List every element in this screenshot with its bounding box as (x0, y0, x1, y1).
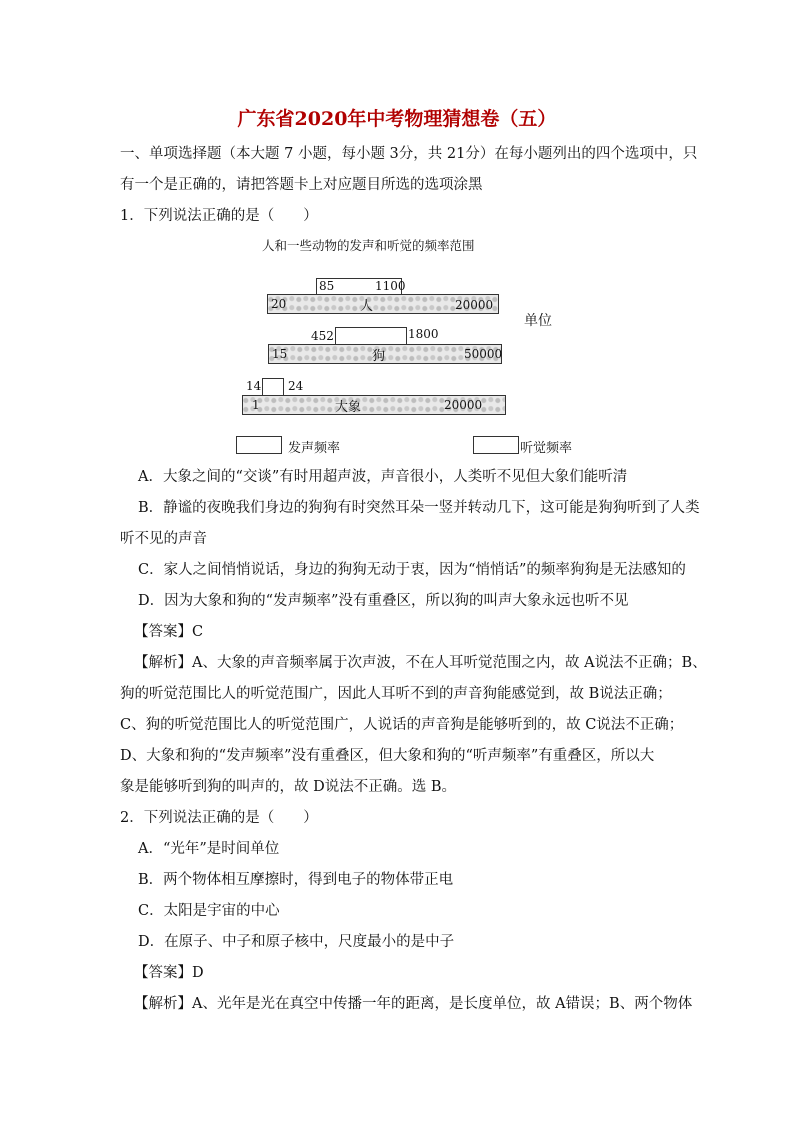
dog-hear-high: 50000 (464, 347, 503, 361)
elephant-label: 大象 (335, 400, 362, 415)
elephant-hear-low: 1 (252, 398, 260, 412)
question-2-option-c: C．太阳是宇宙的中心 (138, 903, 280, 919)
question-1-answer: 【答案】C (134, 624, 204, 640)
elephant-emit-low: 14 (246, 379, 262, 393)
human-emit-low: 85 (319, 279, 335, 293)
question-1-option-a: A．大象之间的“交谈”有时用超声波，声音很小，人类听不见但大象们能听清 (138, 469, 628, 485)
question-1-analysis-line-1: 【解析】A、大象的声音频率属于次声波，不在人耳听觉范围之内，故 A说法不正确；B、 (134, 655, 707, 671)
human-hear-high: 20000 (455, 298, 494, 312)
question-2-stem: 2．下列说法正确的是（ ） (120, 810, 318, 826)
section-heading-line-1: 一、单项选择题（本大题 7 小题，每小题 3分，共 21分）在每小题列出的四个选项中，只 (120, 146, 698, 162)
elephant-emit-high: 24 (288, 379, 304, 393)
legend-hear-label: 听觉频率 (520, 441, 573, 456)
question-2-analysis-line-1: 【解析】A、光年是光在真空中传播一年的距离，是长度单位，故 A错误；B、两个物体 (134, 996, 693, 1012)
elephant-emit-range-box (262, 378, 284, 396)
document-title: 广东省2020年中考物理猜想卷（五） (237, 108, 557, 130)
unit-label: 单位 (524, 313, 552, 329)
question-2-option-b: B．两个物体相互摩擦时，得到电子的物体带正电 (138, 872, 454, 888)
dog-emit-range-box (335, 327, 407, 345)
section-heading-line-2: 有一个是正确的，请把答题卡上对应题目所选的选项涂黑 (120, 177, 483, 193)
elephant-hear-high: 20000 (444, 398, 483, 412)
human-label: 人 (360, 299, 374, 314)
question-1-option-b-line-2: 听不见的声音 (120, 531, 207, 547)
legend-hear-swatch (473, 436, 519, 454)
question-2-answer: 【答案】D (134, 965, 204, 981)
dog-emit-low: 452 (311, 329, 334, 343)
legend-emit-swatch (236, 436, 282, 454)
question-2-option-a: A．“光年”是时间单位 (138, 841, 280, 857)
figure-title: 人和一些动物的发声和听觉的频率范围 (262, 238, 475, 253)
question-1-analysis-line-2: 狗的听觉范围比人的听觉范围广，因此人耳听不到的声音狗能感觉到，故 B说法正确； (120, 686, 672, 702)
question-1-stem: 1．下列说法正确的是（ ） (120, 208, 318, 224)
question-1-option-b-line-1: B．静谧的夜晚我们身边的狗狗有时突然耳朵一竖并转动几下，这可能是狗狗听到了人类 (138, 500, 700, 516)
human-hear-low: 20 (271, 297, 287, 311)
dog-label: 狗 (372, 349, 386, 364)
question-1-analysis-line-3: C、狗的听觉范围比人的听觉范围广，人说话的声音狗是能够听到的，故 C说法不正确； (120, 717, 684, 733)
legend-emit-label: 发声频率 (288, 441, 341, 456)
question-1-option-c: C．家人之间悄悄说话，身边的狗狗无动于衷，因为“悄悄话”的频率狗狗是无法感知的 (138, 562, 686, 578)
human-emit-high: 1100 (375, 279, 406, 293)
dog-hear-low: 15 (272, 347, 288, 361)
question-1-option-d: D．因为大象和狗的“发声频率”没有重叠区，所以狗的叫声大象永远也听不见 (138, 593, 629, 609)
question-2-option-d: D．在原子、中子和原子核中，尺度最小的是中子 (138, 934, 455, 950)
dog-emit-high: 1800 (408, 327, 439, 341)
question-1-analysis-line-5: 象是能够听到狗的叫声的，故 D说法不正确。选 B。 (120, 779, 456, 795)
question-1-analysis-line-4: D、大象和狗的“发声频率”没有重叠区，但大象和狗的“听声频率”有重叠区，所以大 (120, 748, 655, 764)
frequency-range-figure (0, 0, 794, 470)
